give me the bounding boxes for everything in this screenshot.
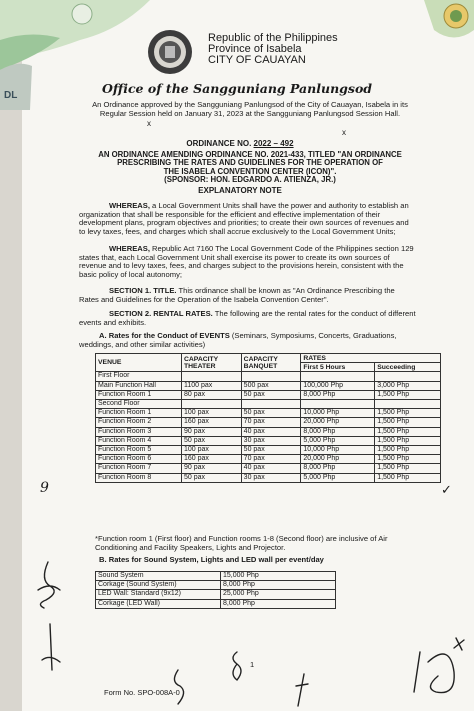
- footnote-line-1: *Function room 1 (First floor) and Function rooms 1-8 (Second floor) are inclusive of Air: [95, 534, 388, 543]
- x-mark-left: x: [147, 119, 151, 128]
- table-header-row: [96, 354, 441, 363]
- section-1-line-1: This ordinance shall be known as "An Ordinance Prescribing the: [176, 286, 395, 295]
- header-city: CITY OF CAUAYAN: [208, 54, 306, 66]
- whereas-1-lead: WHEREAS,: [109, 201, 150, 210]
- item-cell: Sound System: [96, 572, 221, 581]
- office-title: Office of the Sangguniang Panlungsod: [101, 81, 373, 96]
- banquet-cell: 30 pax: [241, 473, 301, 482]
- succeeding-cell: 1,500 Php: [375, 409, 441, 418]
- table-row: [96, 464, 441, 473]
- venue-cell: Function Room 7: [96, 464, 182, 473]
- first-5-cell: 10,000 Php: [301, 446, 375, 455]
- first-5-cell: 8,000 Php: [301, 464, 375, 473]
- price-cell: 25,000 Php: [221, 590, 336, 599]
- header-rates: RATES: [301, 354, 441, 363]
- section-2-line-1: The following are the rental rates for the conduct of different: [212, 309, 416, 318]
- first-5-cell: 20,000 Php: [301, 418, 375, 427]
- theater-cell: 90 pax: [181, 427, 241, 436]
- succeeding-cell: 1,500 Php: [375, 464, 441, 473]
- page-number: 1: [250, 660, 255, 669]
- first-5-cell: 10,000 Php: [301, 409, 375, 418]
- banquet-cell: 40 pax: [241, 427, 301, 436]
- rate-b-heading: B. Rates for Sound System, Lights and LED wall per event/day: [99, 555, 324, 564]
- explanatory-note-heading: EXPLANATORY NOTE: [198, 186, 282, 195]
- whereas-2-line-4: basic policy of local autonomy;: [79, 269, 182, 279]
- first-5-cell: 8,000 Php: [301, 427, 375, 436]
- margin-checkmark: ✓: [441, 482, 452, 497]
- first-5-cell: 20,000 Php: [301, 455, 375, 464]
- section-2-lead: SECTION 2. RENTAL RATES.: [109, 309, 213, 318]
- header-theater: CAPACITY THEATER: [181, 354, 241, 372]
- item-cell: LED Wall: Standard (9x12): [96, 590, 221, 599]
- x-mark-right: x: [342, 128, 346, 137]
- ordinance-title: [64, 151, 436, 185]
- header-province: Province of Isabela: [208, 43, 302, 55]
- header-venue: VENUE: [96, 354, 182, 372]
- whereas-1-line-3: development plans, program objectives and priorities; to create their own sources of revenues and: [79, 218, 409, 228]
- first-floor-row: [96, 372, 441, 381]
- header-first-5-hours: First 5 Hours: [301, 363, 375, 372]
- ordinance-number: [140, 140, 340, 149]
- whereas-2-lead: WHEREAS,: [109, 244, 150, 253]
- price-cell: 8,000 Php: [221, 581, 336, 590]
- table-row: [96, 409, 441, 418]
- theater-cell: 1100 pax: [181, 381, 241, 390]
- table-row: [96, 418, 441, 427]
- table-row: [96, 446, 441, 455]
- sponsor-line: (SPONSOR: HON. EDGARDO A. ATIENZA, JR.): [164, 175, 336, 185]
- letterhead: [208, 33, 338, 66]
- signature-bottom-2: [226, 650, 248, 684]
- banquet-cell: 70 pax: [241, 455, 301, 464]
- banquet-cell: 30 pax: [241, 436, 301, 445]
- succeeding-cell: 1,500 Php: [375, 455, 441, 464]
- theater-cell: 90 pax: [181, 464, 241, 473]
- table-footnote: [95, 535, 455, 552]
- first-5-cell: 5,000 Php: [301, 436, 375, 445]
- signature-left-2: [36, 620, 66, 675]
- city-seal-logo: [147, 29, 193, 75]
- table-row: [96, 455, 441, 464]
- first-5-cell: 100,000 Php: [301, 381, 375, 390]
- section-1: [79, 287, 459, 304]
- table-row: [96, 590, 336, 599]
- events-rates-table: [95, 353, 441, 483]
- intro-line-1: An Ordinance approved by the Sangguniang Panlungsod of the City of Cauayan, Isabela in its: [92, 100, 408, 109]
- theater-cell: 80 pax: [181, 390, 241, 399]
- succeeding-cell: 1,500 Php: [375, 390, 441, 399]
- theater-cell: 160 pax: [181, 455, 241, 464]
- table-row: [96, 390, 441, 399]
- margin-handwritten-9: 9: [40, 480, 49, 496]
- signature-bottom-right: [410, 632, 468, 704]
- rate-a-line-2: weddings, and other similar activities): [79, 339, 206, 349]
- section-1-lead: SECTION 1. TITLE.: [109, 286, 177, 295]
- intro-text: [60, 101, 440, 118]
- table-row: [96, 572, 336, 581]
- signature-left-1: [30, 560, 70, 610]
- theater-cell: 100 pax: [181, 409, 241, 418]
- table-row: [96, 436, 441, 445]
- item-cell: Corkage (Sound System): [96, 581, 221, 590]
- price-cell: 8,000 Php: [221, 599, 336, 608]
- venue-cell: Function Room 4: [96, 436, 182, 445]
- venue-cell: Function Room 5: [96, 446, 182, 455]
- venue-cell: Function Room 1: [96, 390, 182, 399]
- succeeding-cell: 3,000 Php: [375, 381, 441, 390]
- venue-cell: Function Room 2: [96, 418, 182, 427]
- first-5-cell: 8,000 Php: [301, 390, 375, 399]
- header-succeeding: Succeeding: [375, 363, 441, 372]
- svg-text:DL: DL: [4, 90, 18, 101]
- banquet-cell: 50 pax: [241, 409, 301, 418]
- ordinance-label: ORDINANCE NO.: [186, 139, 252, 148]
- first-5-cell: 5,000 Php: [301, 473, 375, 482]
- table-row: [96, 599, 336, 608]
- venue-cell: Function Room 3: [96, 427, 182, 436]
- corner-badge: [404, 0, 474, 45]
- table-row: [96, 427, 441, 436]
- whereas-1-line-1: a Local Government Units shall have the power and authority to establish an: [149, 201, 409, 210]
- section-1-line-2: Rates and Guidelines for the Operation of the Isabela Convention Center".: [79, 294, 329, 304]
- whereas-2-line-3: revenue and to levy taxes, fees, and charges subject to the provisions herein, consistent with the: [79, 261, 404, 271]
- whereas-2-line-1: Republic Act 7160 The Local Government Code of the Philippines section 129: [149, 244, 414, 253]
- table-row: [96, 473, 441, 482]
- venue-cell: Function Room 6: [96, 455, 182, 464]
- whereas-1-line-2: organization that shall be responsible for the efficient and effective implementation of their: [79, 209, 381, 219]
- venue-cell: Function Room 8: [96, 473, 182, 482]
- intro-line-2: Regular Session held on January 31, 2023 at the Sangguniang Panlungsod Session Hall.: [99, 108, 401, 118]
- rate-a-line-1: (Seminars, Symposiums, Concerts, Graduations,: [229, 331, 397, 340]
- first-floor-label: First Floor: [96, 372, 182, 381]
- title-line-1: AN ORDINANCE AMENDING ORDINANCE NO. 2021-433, TITLED "AN ORDINANCE: [98, 150, 402, 159]
- ordinance-value: 2022 – 492: [253, 139, 294, 148]
- header-banquet: CAPACITY BANQUET: [241, 354, 301, 372]
- banquet-cell: 50 pax: [241, 390, 301, 399]
- whereas-2: [79, 245, 459, 279]
- title-line-2: PRESCRIBING THE RATES AND GUIDELINES FOR THE OPERATION OF: [117, 158, 383, 168]
- section-2: [79, 310, 459, 327]
- succeeding-cell: 1,500 Php: [375, 427, 441, 436]
- banquet-cell: 500 pax: [241, 381, 301, 390]
- theater-cell: 160 pax: [181, 418, 241, 427]
- rate-a-lead: A. Rates for the Conduct of EVENTS: [99, 331, 230, 340]
- header-republic: Republic of the Philippines: [208, 32, 338, 44]
- whereas-2-line-2: states that, each Local Government Unit shall exercise its power to create its own sources of: [79, 252, 390, 262]
- sound-system-table: [95, 571, 336, 609]
- succeeding-cell: 1,500 Php: [375, 446, 441, 455]
- section-2-line-2: events and exhibits.: [79, 317, 147, 327]
- banquet-cell: 70 pax: [241, 418, 301, 427]
- succeeding-cell: 1,500 Php: [375, 436, 441, 445]
- venue-cell: Function Room 1: [96, 409, 182, 418]
- succeeding-cell: 1,500 Php: [375, 418, 441, 427]
- footnote-line-2: Conditioning and Facility Speakers, Lights and Projector.: [95, 542, 286, 552]
- theater-cell: 50 pax: [181, 473, 241, 482]
- table-row: [96, 381, 441, 390]
- signature-bottom-3: [292, 672, 312, 708]
- price-cell: 15,000 Php: [221, 572, 336, 581]
- title-line-3: THE ISABELA CONVENTION CENTER (ICON)".: [163, 166, 337, 176]
- whereas-1-line-4: to levy taxes, fees, and charges which shall accrue exclusively to the Local Government Units;: [79, 226, 396, 236]
- second-floor-row: [96, 399, 441, 408]
- theater-cell: 50 pax: [181, 436, 241, 445]
- banquet-cell: 40 pax: [241, 464, 301, 473]
- rate-a: [79, 332, 459, 349]
- form-number: Form No. SPO-008A-0: [104, 688, 180, 697]
- banquet-cell: 50 pax: [241, 446, 301, 455]
- second-floor-label: Second Floor: [96, 399, 182, 408]
- whereas-1: [79, 202, 459, 236]
- item-cell: Corkage (LED Wall): [96, 599, 221, 608]
- table-row: [96, 581, 336, 590]
- venue-cell: Main Function Hall: [96, 381, 182, 390]
- succeeding-cell: 1,500 Php: [375, 473, 441, 482]
- theater-cell: 100 pax: [181, 446, 241, 455]
